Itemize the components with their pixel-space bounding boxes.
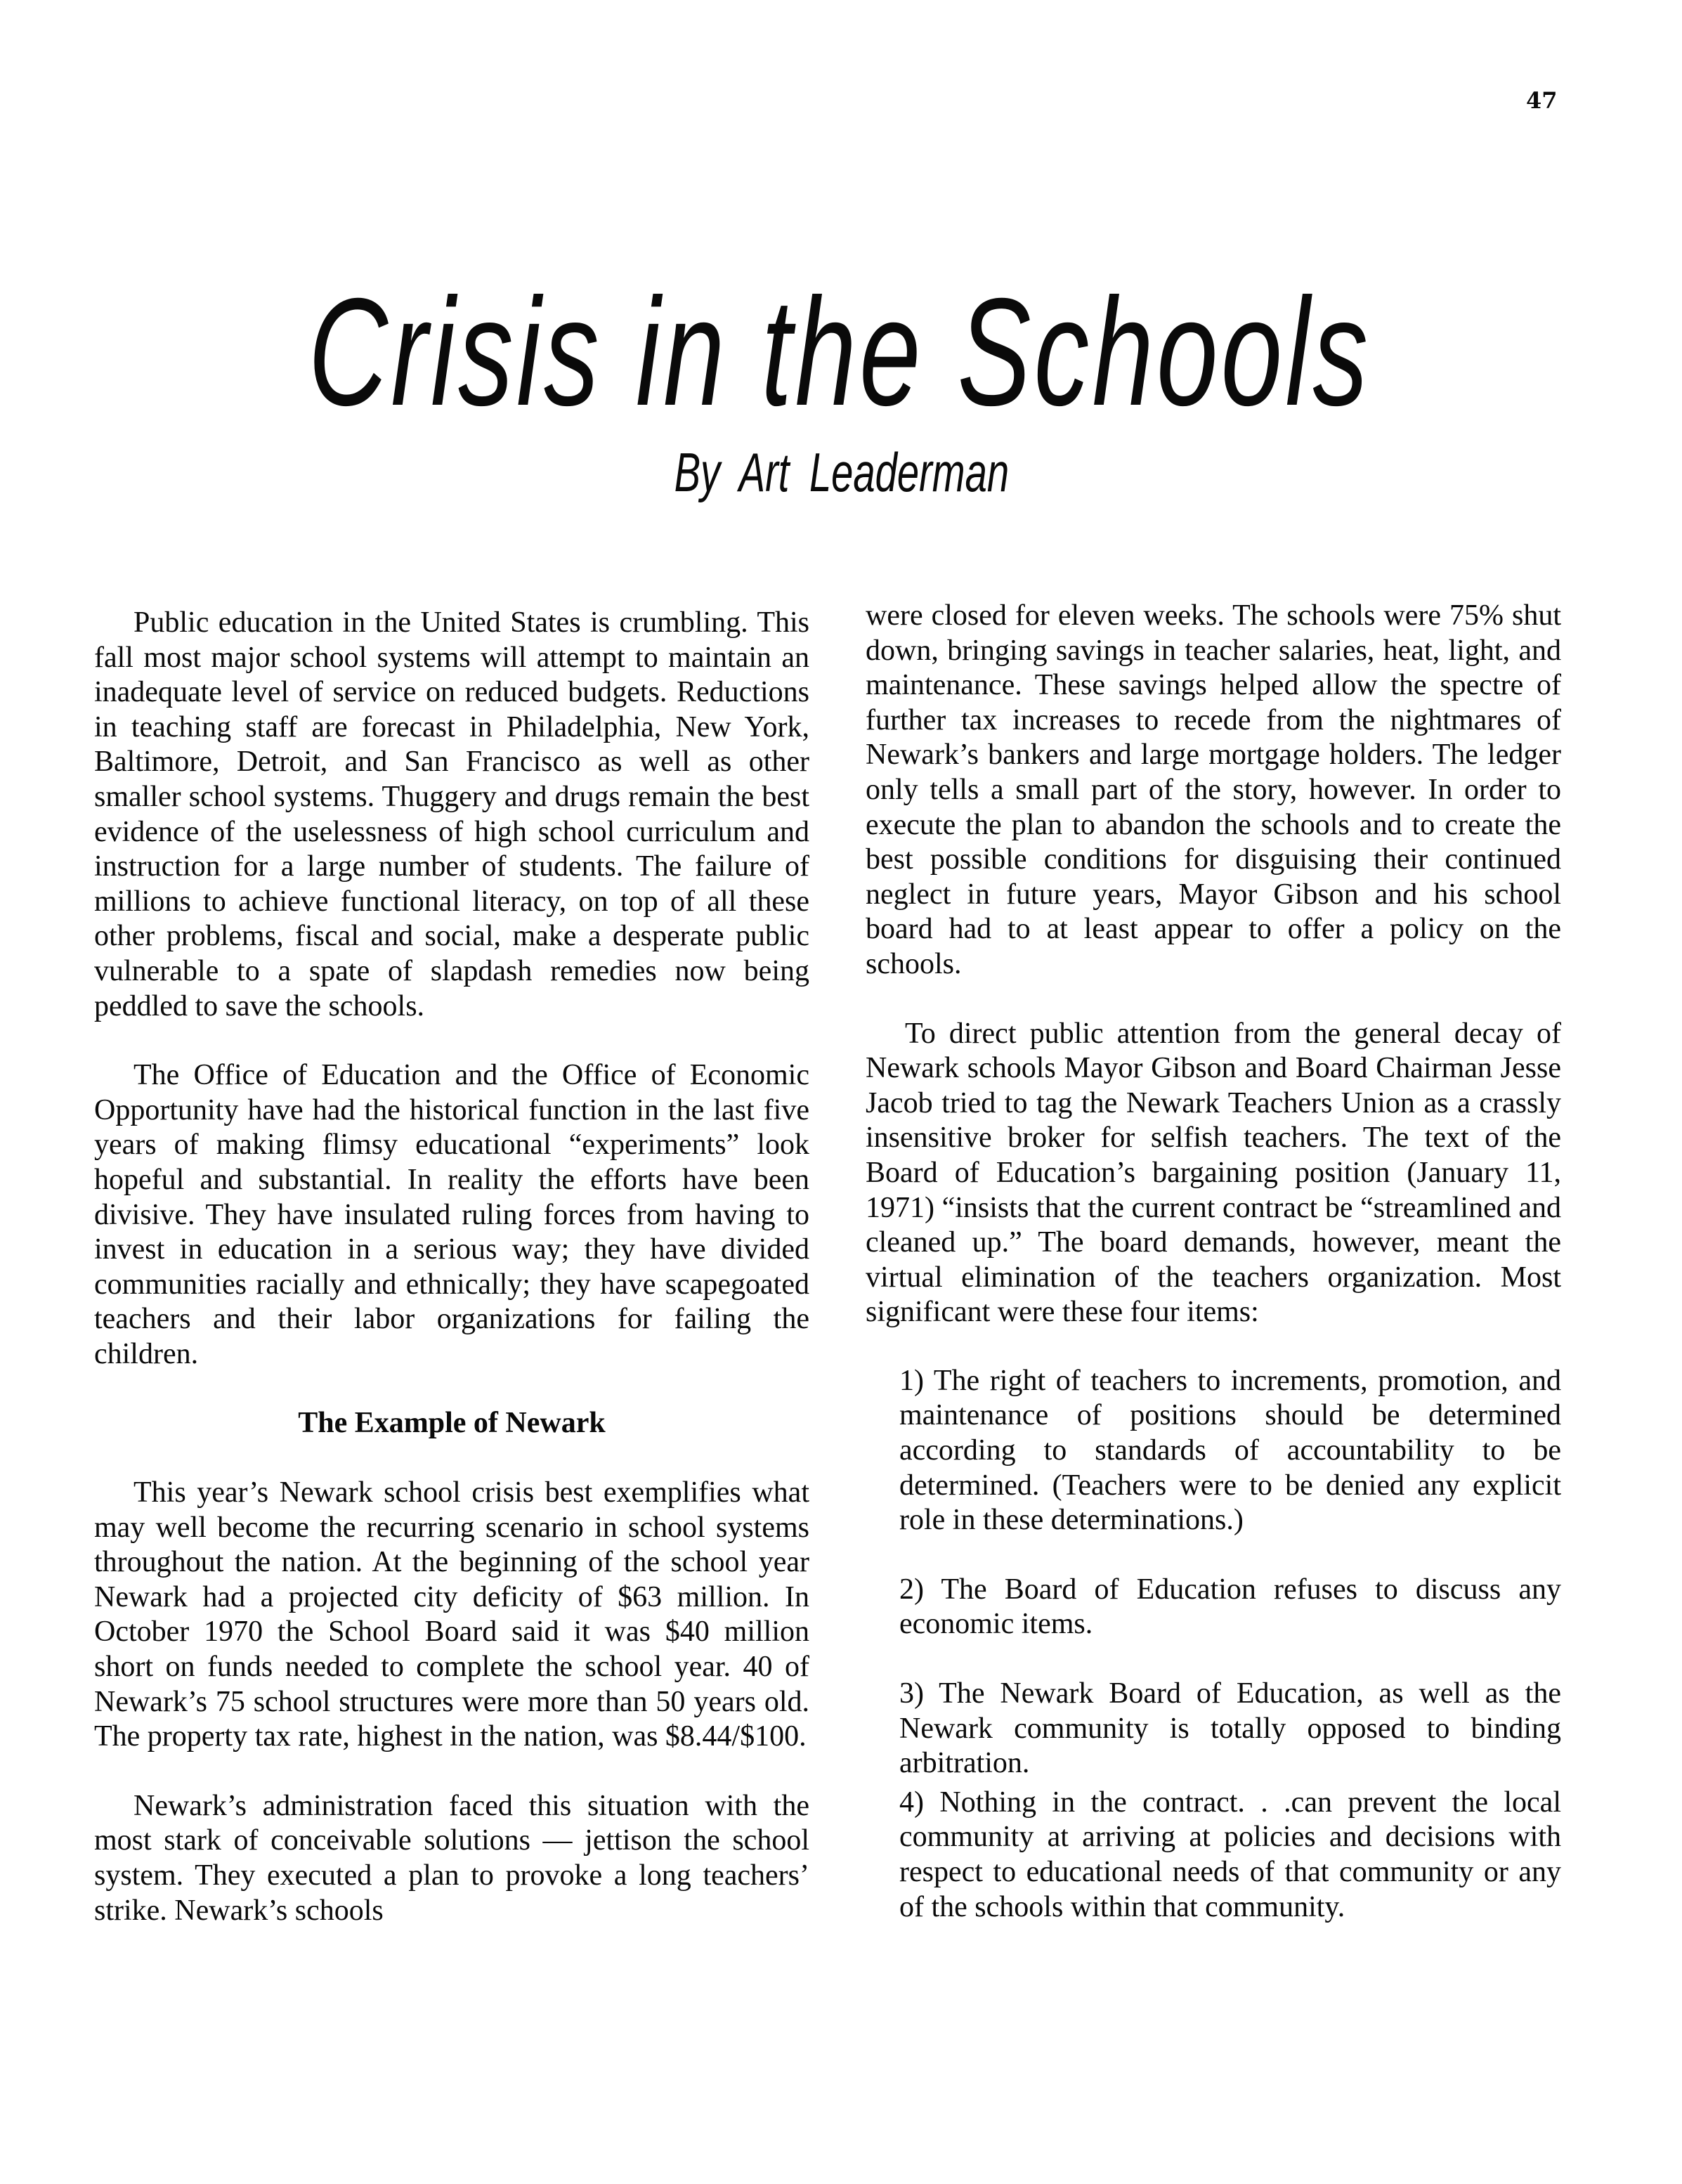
paragraph: were closed for eleven weeks. The schools were 75% shut down, bringing savings in teacher salaries, heat, light, and maintenance. These savings helped allow the spectre of further tax increases to recede from the nightmares of Newark’s bankers and large mortgage holders. The ledger only tells a small part of the story, however. In order to execute the plan to abandon the schools and to create the best possible conditions for disguising their continued neglect in future years, Mayor Gibson and his school board had to at least appear to offer a policy on the schools.	[866, 599, 1561, 980]
article-title: Crisis in the Schools	[308, 267, 1371, 438]
list-item: 4) Nothing in the contract. . .can prevent the local community at arriving at policies and decisions with respect to educational needs of that community or any of the schools within that community.	[899, 1786, 1561, 1923]
list-item: 2) The Board of Education refuses to discuss any economic items.	[899, 1573, 1561, 1641]
paragraph: To direct public attention from the general decay of Newark schools Mayor Gibson and Board Chairman Jesse Jacob tried to tag the Newark Teachers Union as a crassly insensitive broker for selfish teachers. The text of the Board of Education’s bargaining position (January 11, 1971) “insists that the current contract be “streamlined and cleaned up.” The board demands, however, meant the virtual elimination of the teachers organization. Most significant were these four items:	[866, 1017, 1561, 1329]
list-item: 3) The Newark Board of Education, as well as the Newark community is totally opposed to binding arbitration.	[899, 1677, 1561, 1780]
section-heading: The Example of Newark	[298, 1407, 606, 1440]
paragraph: This year’s Newark school crisis best exemplifies what may well become the recurring scenario in school systems throughout the nation. At the beginning of the school year Newark had a projected city deficity of $63 million. In October 1970 the School Board said it was $40 million short on funds needed to complete the school year. 40 of Newark’s 75 school structures were more than 50 years old. The property tax rate, highest in the nation, was $8.44/$100.	[94, 1476, 809, 1753]
right-column	[866, 599, 1561, 1959]
left-column	[94, 606, 809, 1928]
paragraph: Public education in the United States is crumbling. This fall most major school systems will attempt to maintain an inadequate level of service on reduced budgets. Reductions in teaching staff are forecast in Philadelphia, New York, Baltimore, Detroit, and San Francisco as well as other smaller school systems. Thuggery and drugs remain the best evidence of the uselessness of high school curriculum and instruction for a large number of students. The failure of millions to achieve functional literacy, on top of all these other problems, fiscal and social, make a desperate public vulnerable to a spate of slapdash remedies now being peddled to save the schools.	[94, 606, 809, 1022]
paragraph: Newark’s administration faced this situation with the most stark of conceivable solutions — jettison the school system. They executed a plan to provoke a long teachers’ strike. Newark’s schools	[94, 1789, 809, 1927]
article-byline: By Art Leaderman	[674, 441, 1010, 503]
list-item: 1) The right of teachers to increments, promotion, and maintenance of positions should be determined according to standards of accountability to be determined. (Teachers were to be denied any explicit role in these determinations.)	[899, 1364, 1561, 1537]
spacer	[866, 1347, 1561, 1364]
paragraph: The Office of Education and the Office of Economic Opportunity have had the historical function in the last five years of making flimsy educational “experiments” look hopeful and substantial. In reality the efforts have been divisive. They have insulated ruling forces from having to invest in education in a serious way; they have divided communities racially and ethnically; they have scapegoated teachers and their labor organizations for failing the children.	[94, 1059, 809, 1370]
page-number: 47	[1526, 87, 1558, 114]
